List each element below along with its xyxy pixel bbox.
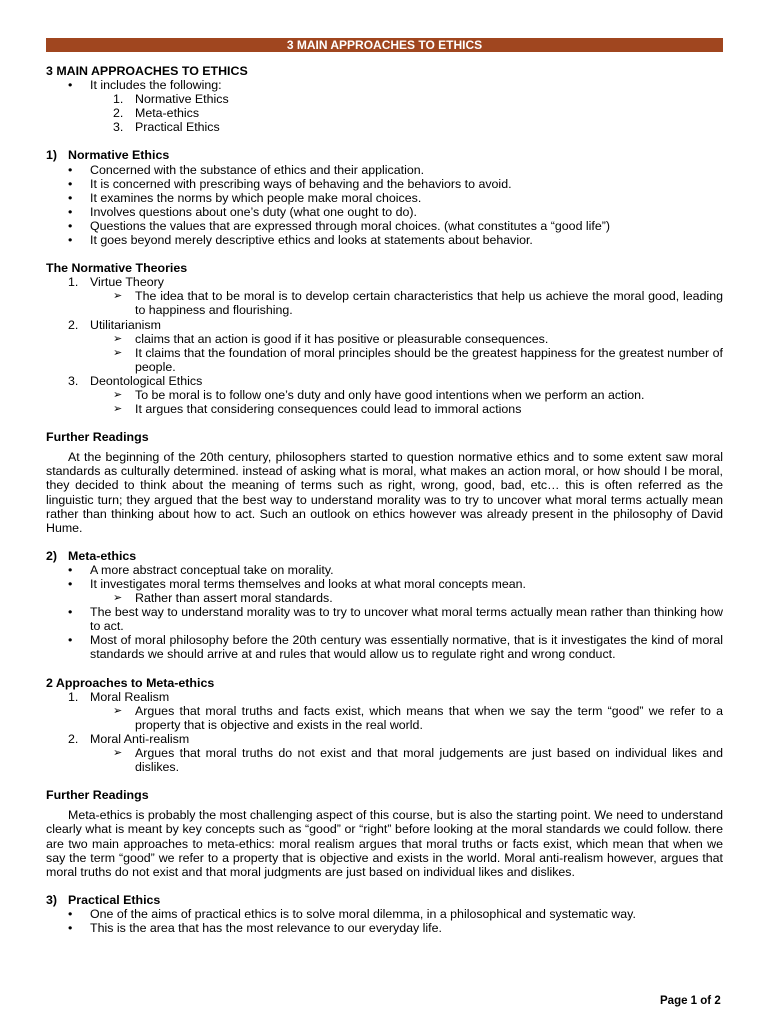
list-item: • It investigates moral terms themselves and looks at what moral concepts mean.: [46, 577, 723, 591]
section-heading-normative: 1) Normative Ethics: [46, 148, 170, 163]
theories-list: [46, 275, 723, 289]
section-heading-practical: 3) Practical Ethics: [46, 892, 161, 907]
document-page: [46, 38, 723, 935]
page-number: Page 1 of 2: [660, 995, 721, 1007]
list-item: ➢ To be moral is to follow one’s duty and only have good intentions when we perform an action.: [46, 388, 723, 402]
list-item: • Involves questions about one’s duty (what one ought to do).: [46, 205, 723, 219]
intro-title: 3 MAIN APPROACHES TO ETHICS: [46, 64, 248, 78]
list-item: • This is the area that has the most relevance to our everyday life.: [46, 921, 723, 935]
list-item: 3. Deontological Ethics: [68, 373, 203, 388]
list-item: • It examines the norms by which people make moral choices.: [46, 191, 723, 205]
list-item: • The best way to understand morality was to try to uncover what moral terms actually mean rather than thinking how to act.: [46, 605, 723, 633]
list-item: ➢ claims that an action is good if it has positive or pleasurable consequences.: [46, 332, 723, 346]
list-item: • Most of moral philosophy before the 20th century was essentially normative, that is it investigates the kind of moral standards we should arrive at and rules that would allow us to regulate right and wrong conduct.: [46, 633, 723, 661]
list-item: ➢ It claims that the foundation of moral principles should be the greatest happiness for the greatest number of people.: [46, 346, 723, 374]
list-item: ➢ Argues that moral truths and facts exist, which means that when we say the term “good” we refer to a property that is objective and exists in the real world.: [46, 704, 723, 732]
intro-list: [46, 78, 723, 92]
list-item: • One of the aims of practical ethics is to solve moral dilemma, in a philosophical and systematic way.: [46, 907, 723, 921]
header-banner: 3 MAIN APPROACHES TO ETHICS: [46, 38, 723, 52]
further-readings-text: Meta-ethics is probably the most challenging aspect of this course, but is also the starting point. We need to understand clearly what is meant by key concepts such as “good” or “right” before looking at the moral standards we could follow. there are two main approaches to meta-ethics: moral realism argues that moral truths or facts exist, which mean that when we say the term “good” we refer to a property that is objective and exists in the world. Moral anti-realism however, argues that moral truths do not exist and that moral judgments are just based on individual likes and dislikes.: [46, 808, 723, 879]
meta-approaches-heading: 2 Approaches to Meta-ethics: [46, 675, 215, 690]
list-item: • Questions the values that are expressed through moral choices. (what constitutes a “good life”): [46, 219, 723, 233]
normative-theories-heading: The Normative Theories: [46, 261, 188, 276]
section-heading-meta: 2) Meta-ethics: [46, 548, 137, 563]
list-item: 2. Moral Anti-realism: [68, 731, 190, 746]
approaches-list: [46, 92, 723, 134]
list-item: ➢ It argues that considering consequences could lead to immoral actions: [46, 402, 723, 416]
list-item: ➢ Argues that moral truths do not exist and that moral judgements are just based on individual likes and dislikes.: [46, 746, 723, 774]
further-readings-heading: Further Readings: [46, 430, 149, 445]
list-item: 1. Moral Realism: [68, 689, 170, 704]
normative-list: [46, 163, 723, 248]
list-item: ➢ The idea that to be moral is to develop certain characteristics that help us achieve the moral good, leading to happiness and flourishing.: [46, 289, 723, 317]
list-item: 3. Practical Ethics: [113, 120, 220, 135]
practical-list: [46, 907, 723, 935]
list-item: • It is concerned with prescribing ways of behaving and the behaviors to avoid.: [46, 177, 723, 191]
list-item: • It includes the following:: [46, 78, 723, 92]
list-item: 2. Meta-ethics: [113, 106, 200, 121]
further-readings-heading: Further Readings: [46, 788, 149, 803]
list-item: • A more abstract conceptual take on morality.: [46, 563, 723, 577]
list-item: • Concerned with the substance of ethics and their application.: [46, 163, 723, 177]
list-item: 2. Utilitarianism: [68, 317, 161, 332]
meta-list: [46, 563, 723, 591]
list-item: • It goes beyond merely descriptive ethics and looks at statements about behavior.: [46, 233, 723, 247]
list-item: 1. Normative Ethics: [113, 92, 229, 107]
further-readings-text: At the beginning of the 20th century, philosophers started to question normative ethics and to some extent saw moral standards as culturally determined. instead of asking what is moral, what makes an action moral, or how should I be moral, they decided to think about the meaning of terms such as right, wrong, good, bad, etc… this is often referred as the linguistic turn; they argued that the best way to understand morality was to try to uncover what moral terms actually mean rather than thinking about how to act. Such an outlook on ethics however was already present in the philosophy of David Hume.: [46, 450, 723, 535]
list-item: 1. Virtue Theory: [68, 275, 164, 290]
list-item: ➢ Rather than assert moral standards.: [46, 591, 723, 605]
